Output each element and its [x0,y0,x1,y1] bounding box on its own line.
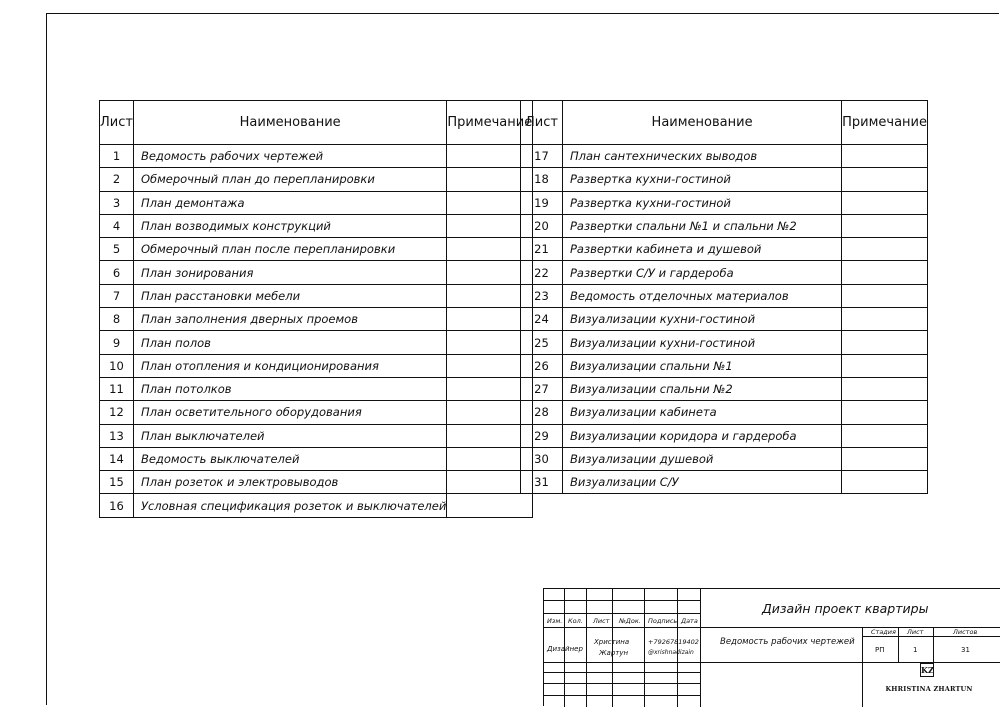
sheet-number: 10 [100,354,134,377]
sheet-note [842,354,928,377]
sheet-note [842,331,928,354]
sheet-number: 7 [100,284,134,307]
table-row [100,494,533,517]
table-row [521,214,928,237]
sheet-name: Развертки С/У и гардероба [563,261,842,284]
sheet-name: План полов [133,331,446,354]
table-row [100,401,533,424]
table-row [100,377,533,400]
sheet-name: Ведомость отделочных материалов [563,284,842,307]
col-izm: Изм. [547,617,563,625]
sheet-note [842,261,928,284]
sheet-name: План возводимых конструкций [133,214,446,237]
table-row [100,447,533,470]
sheet-name: План заполнения дверных проемов [133,308,446,331]
sheet-number: 17 [521,145,563,168]
stage-value: РП [875,646,885,654]
sheet-name: Визуализации коридора и гардероба [563,424,842,447]
sheet-name: Обмерочный план после перепланировки [133,238,446,261]
table-row [521,284,928,307]
sheet-name: План потолков [133,377,446,400]
sheet-note [842,401,928,424]
table-row [100,284,533,307]
sheet-number: 24 [521,308,563,331]
sheet-number: 25 [521,331,563,354]
sheet-list-table-left [99,100,533,518]
table-row [521,401,928,424]
sheet-name: Визуализации кухни-гостиной [563,331,842,354]
sheet-number: 19 [521,191,563,214]
sheet-number: 16 [100,494,134,517]
sheet-name: Обмерочный план до перепланировки [133,168,446,191]
designer-phone: +79267819402 [648,638,699,646]
table-row [521,331,928,354]
table-row [521,308,928,331]
sheet-note [842,447,928,470]
table-row [521,377,928,400]
sheet-name: Ведомость выключателей [133,447,446,470]
table-row [100,261,533,284]
stage-label: Стадия [871,628,896,636]
header-note: Примечание [842,101,928,145]
col-kol: Кол. [568,617,583,625]
header-sheet: Лист [521,101,563,145]
sheet-name: План расстановки мебели [133,284,446,307]
col-data: Дата [681,617,698,625]
sheet-number: 31 [521,471,563,494]
table-row [521,261,928,284]
header-name: Наименование [133,101,446,145]
table-row [521,168,928,191]
table-row [100,354,533,377]
sheet-name: Визуализации спальни №2 [563,377,842,400]
table-row [100,331,533,354]
col-ndok: №Док. [619,617,641,625]
sheet-number: 15 [100,471,134,494]
table-row [100,145,533,168]
sheet-name: Визуализации спальни №1 [563,354,842,377]
col-list: Лист [593,617,610,625]
sheet-number: 26 [521,354,563,377]
sheet-number: 13 [100,424,134,447]
sheet-number: 14 [100,447,134,470]
sheet-number: 27 [521,377,563,400]
table-row [521,424,928,447]
sheet-note [842,377,928,400]
sheet-value: 1 [913,646,918,654]
sheet-number: 5 [100,238,134,261]
table-row [521,191,928,214]
sheet-name: Развертка кухни-гостиной [563,168,842,191]
sheet-number: 4 [100,214,134,237]
sheet-name: План отопления и кондиционирования [133,354,446,377]
sheet-note [842,424,928,447]
sheet-number: 28 [521,401,563,424]
header-note: Примечание [447,101,533,145]
sheets-value: 31 [961,646,970,654]
sheet-note [842,308,928,331]
table-row [100,238,533,261]
sheet-number: 22 [521,261,563,284]
table-row [100,308,533,331]
sheet-number: 23 [521,284,563,307]
sheet-title: Ведомость рабочих чертежей [720,637,855,647]
table-row [100,424,533,447]
header-name: Наименование [563,101,842,145]
sheet-name: Развертки кабинета и душевой [563,238,842,261]
sheet-name: План сантехнических выводов [563,145,842,168]
table-row [100,168,533,191]
table-row [521,447,928,470]
sheet-name: Визуализации С/У [563,471,842,494]
table-row [521,471,928,494]
sheet-name: План демонтажа [133,191,446,214]
project-title: Дизайн проект квартиры [762,601,929,616]
sheet-name: Условная спецификация розеток и выключателей [133,494,446,517]
sheet-number: 18 [521,168,563,191]
sheet-list-table-right [520,100,928,494]
designer-handle: @xrishnadizain [648,649,694,656]
sheet-name: Визуализации душевой [563,447,842,470]
sheet-name: Визуализации кухни-гостиной [563,308,842,331]
sheet-note [842,145,928,168]
sheet-number: 9 [100,331,134,354]
sheet-number: 3 [100,191,134,214]
header-sheet: Лист [100,101,134,145]
sheet-name: План выключателей [133,424,446,447]
sheet-number: 2 [100,168,134,191]
sheet-note [842,214,928,237]
table-row [521,354,928,377]
title-block [543,588,1000,706]
sheet-number: 1 [100,145,134,168]
sheet-name: План розеток и электровыводов [133,471,446,494]
table-row [521,145,928,168]
sheet-note [447,494,533,517]
sheet-name: Развертки спальни №1 и спальни №2 [563,214,842,237]
sheet-number: 8 [100,308,134,331]
logo-mark-icon: KZ [921,665,934,675]
designer-last-name: Жартун [599,649,629,657]
sheet-note [842,238,928,261]
col-podpis: Подпись [648,617,678,625]
sheet-name: План осветительного оборудования [133,401,446,424]
sheet-note [842,168,928,191]
sheet-number: 20 [521,214,563,237]
designer-first-name: Христина [594,638,630,646]
sheet-note [842,191,928,214]
sheet-number: 21 [521,238,563,261]
sheets-label: Листов [953,628,978,636]
sheet-number: 6 [100,261,134,284]
sheet-number: 30 [521,447,563,470]
designer-role: Дизайнер [547,645,583,653]
sheet-number: 12 [100,401,134,424]
sheet-number: 11 [100,377,134,400]
sheet-name: Ведомость рабочих чертежей [133,145,446,168]
table-row [521,238,928,261]
sheet-number: 29 [521,424,563,447]
sheet-label: Лист [907,628,924,636]
sheet-note [842,471,928,494]
table-row [100,214,533,237]
logo-text: KHRISTINA ZHARTUN [885,685,973,693]
sheet-name: План зонирования [133,261,446,284]
sheet-note [842,284,928,307]
sheet-name: Развертка кухни-гостиной [563,191,842,214]
table-row [100,191,533,214]
sheet-name: Визуализации кабинета [563,401,842,424]
table-row [100,471,533,494]
